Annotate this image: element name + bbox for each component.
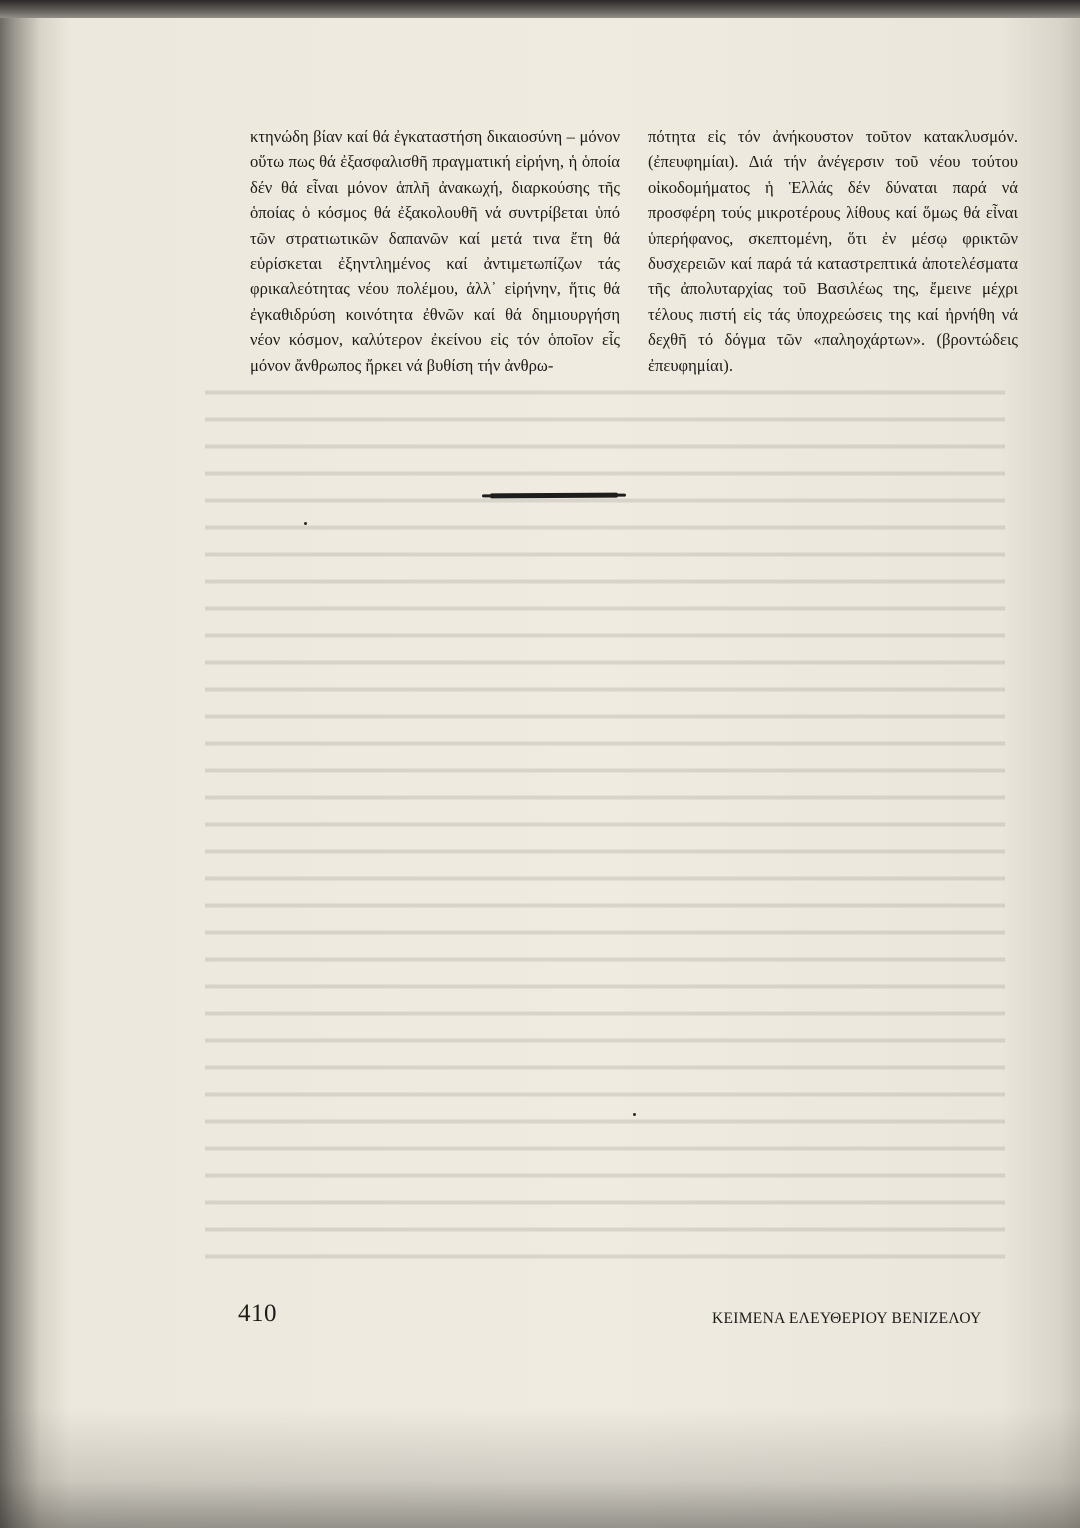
section-end-rule: [490, 493, 618, 499]
text-column-right: [648, 124, 1018, 378]
page-number: 410: [238, 1300, 277, 1327]
paragraph-left: κτηνώδη βίαν καί θά ἐγκαταστήση δικαιοσύνη – μόνον οὕτω πως θά ἐξασφαλισθῆ πραγματική εἰρήνη, ἡ ὁποία δέν θά εἶναι μόνον ἁπλῆ ἀνακωχή, διαρκούσης τῆς ὁποίας ὁ κόσμος θά ἐξακολουθῆ νά συντρίβεται ὑπό τῶν στρατιωτικῶν δαπανῶν καί μετά τινα ἔτη θά εὑρίσκεται ἐξηντλημένος καί ἀντιμετωπίζων τάς φρικαλεότητας νέου πολέμου, ἀλλ᾽ εἰρήνην, ἥτις θά ἐγκαθιδρύση κοινότητα ἐθνῶν καί θά δημιουργήση νέον κόσμον, καλύτερον ἐκείνου εἰς τόν ὁποῖον εἷς μόνον ἄνθρωπος ἤρκει νά βυθίση τήν ἀνθρω-: [250, 127, 620, 375]
running-title: ΚΕΙΜΕΝΑ ΕΛΕΥΘΕΡΙΟΥ ΒΕΝΙΖΕΛΟΥ: [712, 1310, 982, 1327]
reverse-side-bleed-through: [205, 378, 1005, 1278]
scan-shadow: [0, 1408, 1080, 1528]
text-column-left: [250, 124, 620, 378]
paragraph-right: πότητα εἰς τόν ἀνήκουστον τοῦτον κατακλυσμόν. (ἐπευφημίαι). Διά τήν ἀνέγερσιν τοῦ νέου τούτου οἰκοδομήματος ἡ Ἑλλάς δέν δύναται παρά νά προσφέρη τούς μικροτέρους λίθους καί ὅμως θά εἶναι ὑπερήφανος, σκεπτομένη, ὅτι ἐν μέσῳ φρικτῶν δυσχερειῶν καί παρά τά καταστρεπτικά ἀποτελέσματα τῆς ἀπολυταρχίας τοῦ Βασιλέως της, ἔμεινε μέχρι τέλους πιστή εἰς τάς ὑποχρεώσεις της καί ἠρνήθη νά δεχθῆ τό δόγμα τῶν «παληοχάρτων». (βροντώδεις ἐπευφημίαι).: [648, 127, 1018, 375]
ink-speck: [304, 522, 307, 525]
ink-speck: [633, 1113, 636, 1116]
